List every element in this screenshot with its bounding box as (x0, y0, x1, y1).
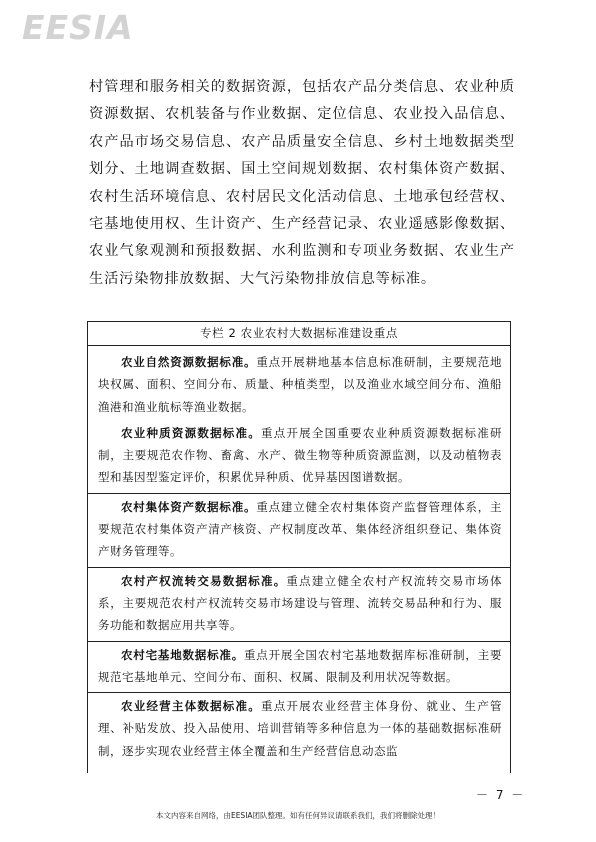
section-heading: 农业经营主体数据标准。 (121, 699, 261, 714)
page-number: － 7 － (476, 788, 526, 802)
footer-disclaimer: 本文内容来自网络，由EESIA团队整理。如有任何异议请联系我们，我们将删除处理！ (155, 811, 441, 820)
section-body: 重点建立健全农村集体资产监督管理体系，主要规范农村集体资产清产核资、产权制度改革、集体经济组织登记、集体资产财务管理等。 (98, 499, 503, 559)
section-collective-assets (88, 493, 510, 563)
section-heading: 农村宅基地数据标准。 (121, 647, 244, 662)
column-box (87, 321, 511, 773)
eesia-logo: EESIA (22, 8, 134, 47)
section-natural-resources (88, 346, 510, 418)
section-business-entities (88, 692, 510, 762)
section-homestead (88, 641, 510, 689)
section-heading: 农村集体资产数据标准。 (121, 499, 257, 514)
section-body: 重点开展全国农村宅基地数据库标准研制，主要规范宅基地单元、空间分布、面积、权属、限制及利用状况等数据。 (98, 647, 502, 684)
section-property-transfer (88, 567, 510, 637)
section-body: 重点建立健全农村产权流转交易市场体系，主要规范农村产权流转交易市场建设与管理、流转交易品种和行为、服务功能和数据应用共享等。 (98, 573, 503, 633)
section-heading: 农村产权流转交易数据标准。 (121, 573, 287, 588)
section-germplasm (88, 422, 510, 489)
section-heading: 农业自然资源数据标准。 (121, 355, 257, 369)
section-body: 重点开展农业经营主体身份、就业、生产管理、补贴发放、投入品使用、培训营销等多种信息为一体的基础数据标准研制，逐步实现农业经营主体全覆盖和生产经营信息动态监 (98, 699, 503, 758)
section-body: 重点开展全国重要农业种质资源数据标准研制，主要规范农作物、畜禽、水产、微生物等种质资源监测，以及动植物表型和基因型鉴定评价，积累优异种质、优异基因图谱数据。 (98, 425, 503, 485)
intro-paragraph: 村管理和服务相关的数据资源，包括农产品分类信息、农业种质资源数据、农机装备与作业数据、定位信息、农业投入品信息、农产品市场交易信息、农产品质量安全信息、乡村土地数据类型划分、土地调查数据、国土空间规划数据、农村集体资产数据、农村生活环境信息、农村居民文化活动信息、土地承包经营权、宅基地使用权、生计资产、生产经营记录、农业遥感影像数据、农业气象观测和预报数据、水利监测和专项业务数据、农业生产生活污染物排放数据、大气污染物排放信息等标准。 (89, 79, 515, 287)
section-heading: 农业种质资源数据标准。 (121, 425, 261, 440)
column-box-title: 专栏 2 农业农村大数据标准建设重点 (88, 322, 510, 346)
section-body: 重点开展耕地基本信息标准研制，主要规范地块权属、面积、空间分布、质量、种植类型，以及渔业水域空间分布、渔船渔港和渔业航标等渔业数据。 (98, 355, 503, 414)
